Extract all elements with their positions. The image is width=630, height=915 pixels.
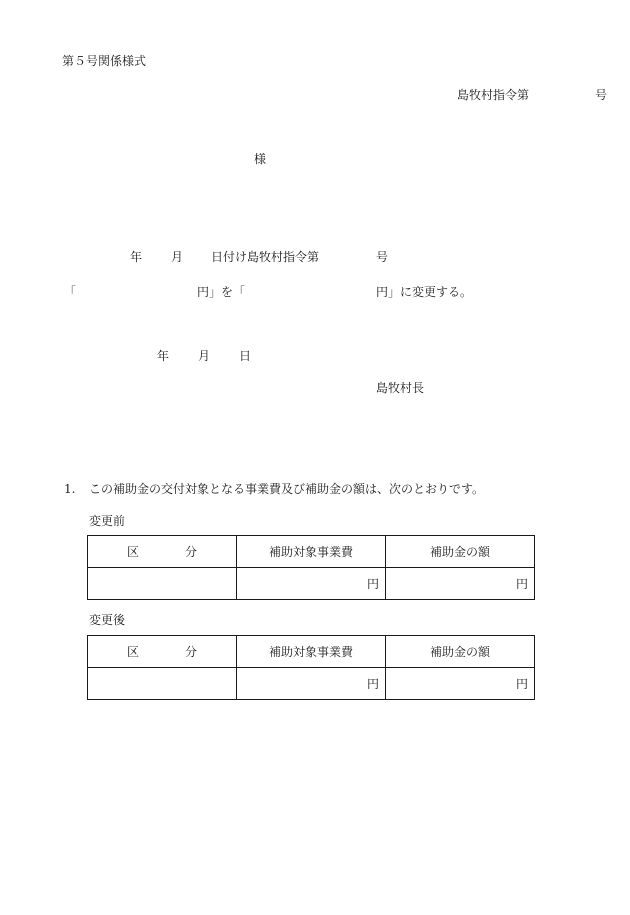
after-project-cost-cell: 円: [237, 668, 386, 700]
after-header-subsidy-amount: 補助金の額: [386, 636, 535, 668]
before-category-cell: [88, 568, 237, 600]
before-header-project-cost: 補助対象事業費: [237, 536, 386, 568]
form-label: 第５号関係様式: [62, 54, 147, 68]
before-header-bun: 分: [185, 544, 198, 559]
after-category-cell: [88, 668, 237, 700]
after-value-row: [88, 668, 535, 700]
before-value-row: [88, 568, 535, 600]
before-table: [87, 535, 535, 600]
before-header-category: [88, 536, 237, 568]
change-end-text: 円」に変更する。: [376, 285, 473, 299]
reference-day-text: 日付け島牧村指令第: [211, 250, 320, 264]
issuer: 島牧村長: [376, 381, 425, 395]
before-project-cost-cell: 円: [237, 568, 386, 600]
after-subsidy-amount-cell: 円: [386, 668, 535, 700]
after-header-ku: 区: [126, 644, 139, 659]
after-header-project-cost: 補助対象事業費: [237, 636, 386, 668]
after-label: 変更後: [89, 613, 126, 627]
date-month: 月: [198, 349, 211, 363]
doc-number-prefix: 島牧村指令第: [457, 88, 530, 102]
change-open-bracket: 「: [64, 285, 77, 299]
before-label: 変更前: [89, 514, 126, 528]
change-middle-text: 円」を「: [197, 285, 246, 299]
after-table: [87, 635, 535, 700]
item1-text: この補助金の交付対象となる事業費及び補助金の額は、次のとおりです。: [89, 482, 485, 496]
before-header-ku: 区: [126, 544, 139, 559]
reference-month: 月: [171, 250, 184, 264]
after-header-category: [88, 636, 237, 668]
before-header-subsidy-amount: 補助金の額: [386, 536, 535, 568]
reference-number-suffix: 号: [376, 250, 389, 264]
item1-number: 1.: [64, 482, 76, 496]
after-header-row: [88, 636, 535, 668]
reference-year: 年: [130, 250, 143, 264]
before-subsidy-amount-cell: 円: [386, 568, 535, 600]
addressee-suffix: 様: [254, 152, 267, 166]
before-header-row: [88, 536, 535, 568]
date-year: 年: [157, 349, 170, 363]
date-day: 日: [239, 349, 252, 363]
doc-number-suffix: 号: [595, 88, 608, 102]
after-header-bun: 分: [185, 644, 198, 659]
